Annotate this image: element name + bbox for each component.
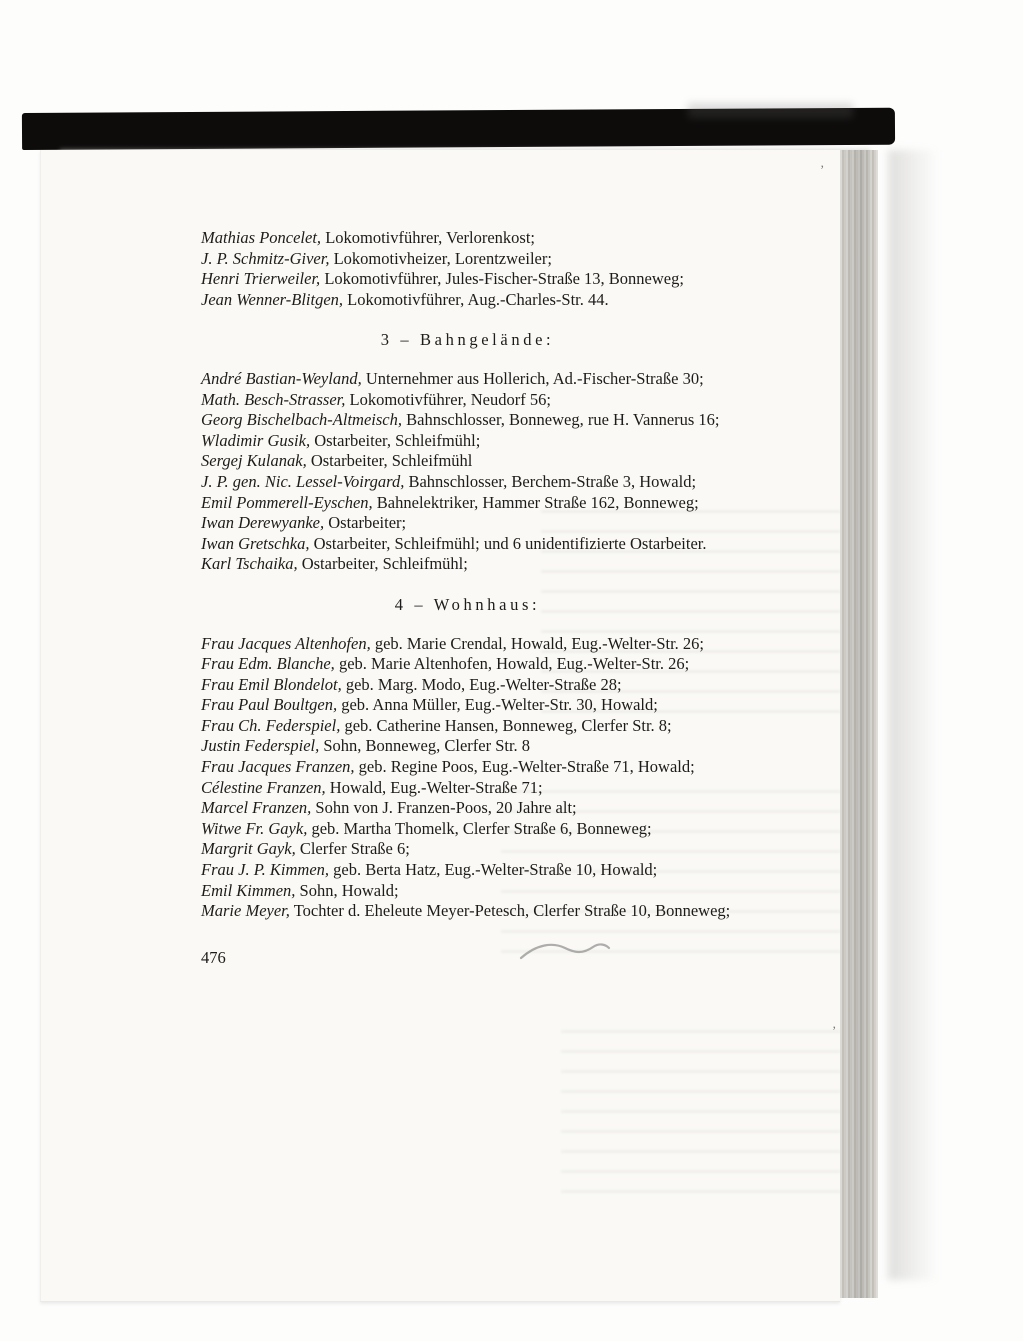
- register-entry: [201, 472, 734, 493]
- entry-details: Unternehmer aus Hollerich, Ad.-Fischer-Straße 30;: [365, 368, 704, 388]
- scan-speck: ’: [820, 162, 825, 177]
- person-name: Marcel Franzen,: [201, 798, 312, 818]
- register-entry: [201, 634, 734, 655]
- person-name: Sergej Kulanak,: [201, 451, 307, 471]
- page-edge-stack: [840, 150, 878, 1298]
- person-name: Iwan Derewyanke,: [201, 513, 325, 533]
- person-name: Frau Jacques Franzen,: [201, 757, 355, 777]
- entry-details: Ostarbeiter, Schleifmühl;: [301, 554, 468, 574]
- register-entry: [201, 798, 734, 819]
- person-name: Iwan Gretschka,: [201, 533, 310, 553]
- person-name: Margrit Gayk,: [201, 839, 296, 859]
- person-name: Frau Emil Blondelot,: [201, 674, 342, 694]
- person-name: Wladimir Gusik,: [201, 430, 311, 450]
- register-entry: [201, 431, 734, 452]
- person-name: Emil Pommerell-Eyschen,: [201, 492, 373, 512]
- person-name: Frau J. P. Kimmen,: [201, 860, 330, 880]
- register-entry: [201, 839, 734, 860]
- person-name: Georg Bischelbach-Altmeisch,: [201, 410, 402, 430]
- person-name: Marie Meyer,: [201, 901, 290, 921]
- entry-details: Sohn, Bonneweg, Clerfer Str. 8: [323, 736, 531, 756]
- entry-details: Tochter d. Eheleute Meyer-Petesch, Clerfer Straße 10, Bonneweg;: [293, 901, 731, 921]
- person-name: J. P. gen. Nic. Lessel-Voirgard,: [201, 471, 405, 491]
- text-block: [201, 228, 734, 968]
- register-entry: [201, 819, 734, 840]
- scan-shadow: [888, 150, 938, 1280]
- person-name: Henri Trierweiler,: [201, 269, 321, 289]
- entry-details: geb. Regine Poos, Eug.-Welter-Straße 71, Howald;: [358, 757, 695, 777]
- person-name: Emil Kimmen,: [201, 880, 296, 900]
- register-entry: [201, 736, 734, 757]
- register-entry: [201, 778, 734, 799]
- register-entry: [201, 410, 734, 431]
- book-page: [40, 150, 840, 1302]
- register-entry: [201, 493, 734, 514]
- entry-details: Ostarbeiter, Schleifmühl;: [314, 430, 481, 450]
- register-entry: [201, 554, 734, 575]
- register-entry: [201, 269, 734, 290]
- register-entry: [201, 249, 734, 270]
- pencil-squiggle-artifact: [519, 938, 611, 964]
- entry-details: geb. Marie Altenhofen, Howald, Eug.-Welter-Str. 26;: [338, 654, 690, 674]
- register-entry: [201, 534, 734, 555]
- register-entry: [201, 675, 734, 696]
- scan-speck: ’: [832, 1023, 837, 1038]
- person-name: Mathias Poncelet,: [201, 228, 322, 247]
- entry-details: Sohn, Howald;: [299, 880, 399, 900]
- entry-details: Howald, Eug.-Welter-Straße 71;: [329, 777, 543, 797]
- person-name: Frau Ch. Federspiel,: [201, 715, 341, 735]
- entry-details: Bahnschlosser, Berchem-Straße 3, Howald;: [408, 471, 697, 491]
- entry-details: Lokomotivführer, Neudorf 56;: [349, 389, 551, 409]
- entry-details: geb. Anna Müller, Eug.-Welter-Str. 30, Howald;: [341, 695, 658, 715]
- register-entry: [201, 290, 734, 311]
- register-entry: [201, 695, 734, 716]
- person-name: André Bastian-Weyland,: [201, 368, 362, 388]
- register-entry: [201, 451, 734, 472]
- person-name: Frau Jacques Altenhofen,: [201, 633, 371, 653]
- entry-details: Bahnschlosser, Bonneweg, rue H. Vannerus 16;: [406, 410, 720, 430]
- entry-details: geb. Catherine Hansen, Bonneweg, Clerfer Str. 8;: [344, 715, 672, 735]
- person-name: Witwe Fr. Gayk,: [201, 818, 308, 838]
- person-name: Justin Federspiel,: [201, 736, 320, 756]
- register-entry: [201, 716, 734, 737]
- person-name: Frau Paul Boultgen,: [201, 695, 338, 715]
- entry-details: Clerfer Straße 6;: [299, 839, 410, 859]
- person-name: J. P. Schmitz-Giver,: [201, 248, 330, 268]
- register-entry: [201, 654, 734, 675]
- register-entry: [201, 901, 734, 922]
- person-name: Célestine Franzen,: [201, 777, 326, 797]
- entry-details: Ostarbeiter, Schleifmühl: [310, 451, 473, 471]
- person-name: Frau Edm. Blanche,: [201, 654, 335, 674]
- entry-details: Lokomotivführer, Aug.-Charles-Str. 44.: [347, 289, 609, 309]
- entry-details: geb. Marie Crendal, Howald, Eug.-Welter-Str. 26;: [374, 633, 704, 653]
- register-entry: [201, 228, 734, 249]
- section-heading: 4 – Wohnhaus:: [394, 594, 541, 614]
- entry-details: Lokomotivheizer, Lorentzweiler;: [333, 248, 552, 268]
- section-heading: 3 – Bahngelände:: [380, 330, 555, 350]
- person-name: Math. Besch-Strasser,: [201, 389, 346, 409]
- register-entry: [201, 513, 734, 534]
- entry-details: geb. Martha Thomelk, Clerfer Straße 6, Bonneweg;: [311, 818, 652, 838]
- page-number: 476: [201, 948, 734, 969]
- entry-details: Ostarbeiter, Schleifmühl; und 6 unidentifizierte Ostarbeiter.: [313, 533, 707, 553]
- entry-details: geb. Berta Hatz, Eug.-Welter-Straße 10, Howald;: [333, 860, 658, 880]
- person-name: Jean Wenner-Blitgen,: [201, 289, 344, 309]
- register-entry: [201, 369, 734, 390]
- entry-details: Sohn von J. Franzen-Poos, 20 Jahre alt;: [315, 798, 577, 818]
- register-entry: [201, 390, 734, 411]
- scan-smudge: [688, 103, 853, 118]
- entry-details: Lokomotivführer, Jules-Fischer-Straße 13, Bonneweg;: [324, 269, 684, 289]
- entry-details: geb. Marg. Modo, Eug.-Welter-Straße 28;: [345, 674, 622, 694]
- entry-details: Bahnelektriker, Hammer Straße 162, Bonneweg;: [376, 492, 699, 512]
- person-name: Karl Tschaika,: [201, 554, 298, 574]
- entry-details: Lokomotivführer, Verlorenkost;: [325, 228, 536, 247]
- register-entry: [201, 881, 734, 902]
- entry-details: Ostarbeiter;: [328, 513, 407, 533]
- register-entry: [201, 757, 734, 778]
- register-entry: [201, 860, 734, 881]
- ink-bleed-through: [561, 1030, 841, 1200]
